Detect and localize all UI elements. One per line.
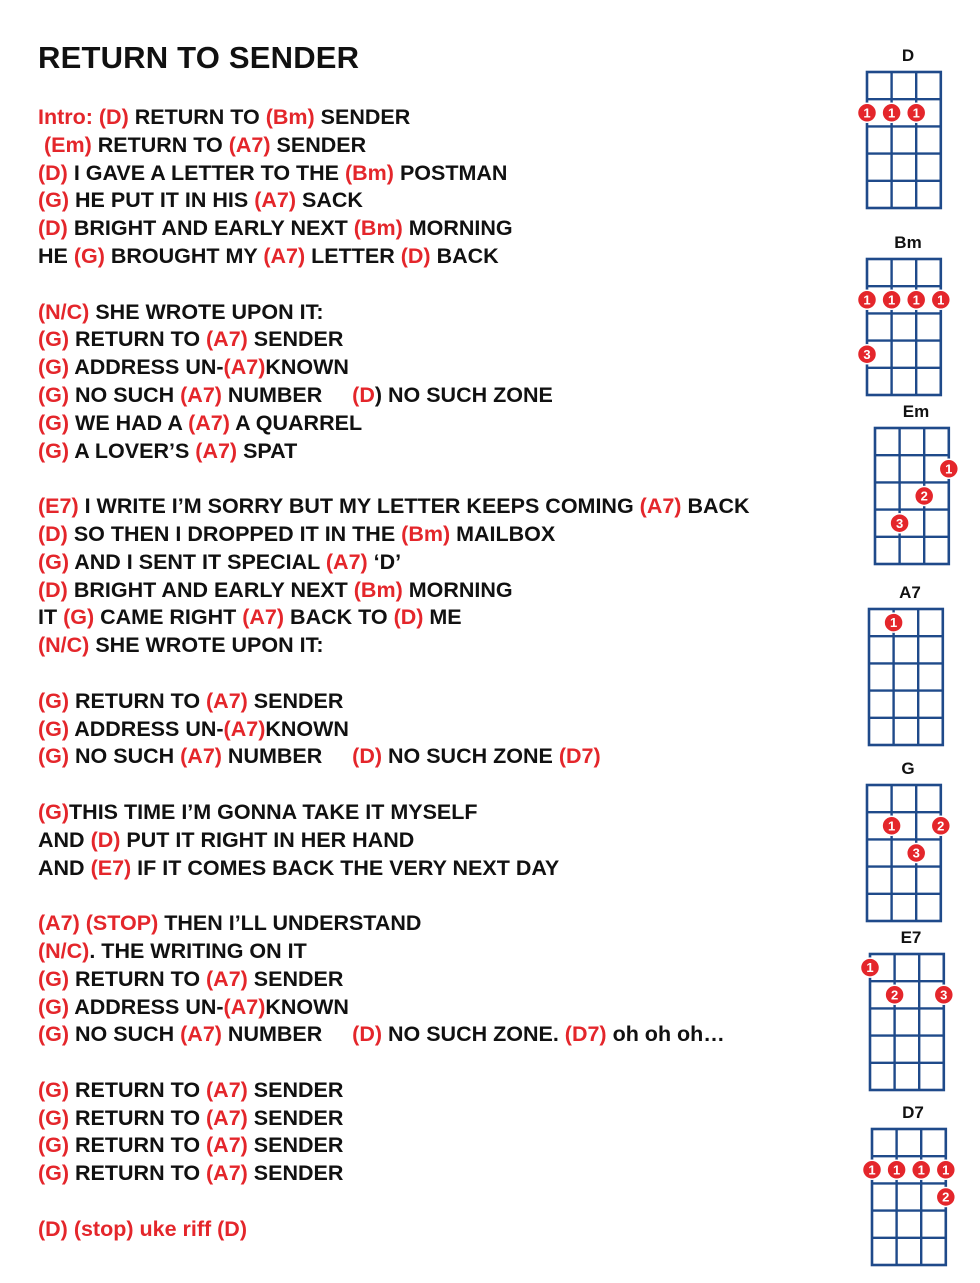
lyric-text: I GAVE A LETTER TO THE: [67, 160, 345, 185]
lyric-text: SHE WROTE UPON IT:: [89, 633, 324, 658]
lyric-text: THEN I’LL UNDERSTAND: [158, 911, 422, 936]
chord-label: (G): [38, 744, 70, 769]
chord-label: (D): [38, 577, 68, 602]
chord-label: (A7): [223, 716, 266, 741]
lyric-text: SENDER: [247, 966, 344, 991]
chord-label: (Bm): [265, 105, 315, 129]
lyric-text: SENDER: [247, 1105, 344, 1130]
lyric-line: [38, 966, 838, 994]
lyric-text: KNOWN: [265, 355, 349, 380]
chord-name: A7: [899, 583, 921, 602]
lyric-line: [38, 1216, 838, 1244]
fretboard-grid: [871, 422, 961, 570]
chord-label: (D): [352, 744, 383, 769]
lyric-line: [38, 187, 838, 215]
chord-label: (A7): [195, 438, 238, 463]
chord-label: (G): [38, 966, 70, 991]
lyric-line: [38, 1132, 838, 1160]
finger-number: 1: [868, 1162, 876, 1178]
chord-label: (A7): [223, 355, 266, 380]
lyric-text: SPAT: [237, 438, 298, 463]
finger-dot: [907, 844, 926, 863]
chord-diagram-d7: [868, 1103, 958, 1271]
lyric-text: SO THEN I DROPPED IT IN THE: [67, 521, 402, 546]
chord-label: (A7): [206, 1161, 248, 1186]
chord-label: (D): [352, 1022, 383, 1047]
chord-label: (A7): [325, 549, 368, 574]
lyric-text: ) NO SUCH ZONE: [374, 382, 553, 407]
chord-name: G: [901, 759, 915, 778]
chord-label: (A7): [180, 382, 222, 407]
finger-number: 2: [937, 818, 945, 834]
blank-line: [38, 1188, 838, 1216]
fretboard-grid: [863, 253, 953, 401]
lyric-line: [38, 160, 838, 188]
finger-dot: [887, 1160, 906, 1179]
lyric-text: oh oh oh…: [606, 1022, 725, 1047]
lyric-text: MORNING: [402, 577, 513, 602]
chord-label: (A7): [223, 994, 266, 1019]
chord-label: (D) (stop) uke riff (D): [38, 1216, 247, 1241]
lyric-line: [38, 577, 838, 605]
finger-dot: [915, 487, 934, 506]
finger-number: 1: [887, 105, 896, 121]
chord-label: (G): [38, 327, 70, 352]
lyric-line: [38, 799, 838, 827]
lyric-line: [38, 716, 838, 744]
lyric-line: [38, 1077, 838, 1105]
lyric-text: SACK: [296, 188, 363, 213]
lyric-text: SHE WROTE UPON IT:: [89, 299, 324, 324]
finger-dot: [861, 958, 880, 977]
lyric-line: [38, 410, 838, 438]
chord-label: (G): [73, 243, 105, 268]
chord-label: (A7): [242, 605, 285, 630]
finger-dot: [907, 290, 926, 309]
chord-label: (D): [400, 243, 431, 268]
lyric-text: MAILBOX: [450, 521, 556, 546]
chord-label: (A7): [228, 132, 271, 157]
chord-diagram-em: [871, 402, 961, 570]
finger-dot: [936, 1188, 955, 1207]
lyric-line: [38, 1021, 838, 1049]
lyric-text: ADDRESS UN-: [69, 355, 224, 380]
lyric-text: HE PUT IT IN HIS: [69, 188, 255, 213]
lyric-text: LETTER: [305, 243, 401, 268]
blank-line: [38, 771, 838, 799]
chord-label: (A7): [180, 744, 222, 769]
finger-dot: [882, 103, 901, 122]
fretboard-grid: [865, 603, 955, 751]
lyric-text: AND I SENT IT SPECIAL: [69, 549, 326, 574]
chord-label: (A7): [263, 243, 306, 268]
chord-label: (Bm): [353, 216, 403, 241]
finger-dot: [936, 1160, 955, 1179]
finger-number: 3: [863, 346, 871, 362]
finger-number: 1: [863, 105, 871, 121]
finger-dot: [884, 613, 903, 632]
lyric-text: NUMBER: [221, 744, 353, 769]
lyric-text: SENDER: [247, 1133, 344, 1158]
lyric-text: AND: [38, 827, 91, 852]
chord-label: (A7): [254, 188, 297, 213]
chord-label: (E7): [38, 494, 79, 519]
finger-number: 1: [942, 1162, 950, 1178]
blank-line: [38, 271, 838, 299]
song-title: RETURN TO SENDER: [38, 40, 360, 75]
chord-label: (A7): [206, 1133, 248, 1158]
lyric-text: SENDER: [247, 1077, 344, 1102]
fretboard-grid: [868, 1123, 958, 1271]
chord-label: (A7): [180, 1022, 222, 1047]
finger-dot: [882, 816, 901, 835]
chord-label: (G): [38, 1133, 70, 1158]
chord-label: (G): [38, 1161, 70, 1186]
lyric-text: RETURN TO: [69, 688, 207, 713]
lyric-line: [38, 438, 838, 466]
lyric-line: [38, 604, 838, 632]
chord-label: (A7): [206, 966, 248, 991]
chord-label: (Em): [43, 132, 92, 157]
lyric-line: [38, 549, 838, 577]
chord-label: (D): [38, 521, 68, 546]
chord-label: (A7): [206, 1105, 248, 1130]
lyric-text: A LOVER’S: [69, 438, 196, 463]
chord-name: E7: [900, 928, 922, 947]
finger-number: 1: [945, 461, 953, 477]
chord-label: (G): [38, 438, 70, 463]
chord-diagram-g: [863, 759, 953, 927]
chord-diagram-e7: [866, 928, 956, 1096]
lyric-text: NUMBER: [221, 382, 353, 407]
lyric-text: BACK: [430, 243, 499, 268]
lyric-line: [38, 104, 838, 132]
lyric-text: ‘D’: [367, 549, 402, 574]
blank-line: [38, 1049, 838, 1077]
lyric-line: [38, 994, 838, 1022]
chord-label: (A7): [206, 688, 248, 713]
finger-number: 1: [887, 818, 896, 834]
finger-dot: [858, 345, 877, 364]
lyric-text: WE HAD A: [69, 410, 189, 435]
lyric-text: ME: [423, 605, 462, 630]
finger-dot: [912, 1160, 931, 1179]
chord-diagram-bm: [863, 233, 953, 401]
lyric-text: IT: [38, 605, 64, 630]
lyric-line: [38, 132, 838, 160]
lyric-text: RETURN TO: [69, 1105, 207, 1130]
finger-number: 3: [895, 515, 904, 531]
chord-label: (D): [90, 827, 121, 852]
chord-label: (A7): [188, 410, 230, 435]
lyric-text: NO SUCH: [69, 382, 181, 407]
finger-dot: [931, 816, 950, 835]
chord-label: (A7) (STOP): [38, 911, 159, 936]
lyric-text: ADDRESS UN-: [69, 994, 224, 1019]
finger-dot: [939, 459, 958, 478]
lyric-text: A QUARREL: [229, 410, 363, 435]
lyric-text: PUT IT RIGHT IN HER HAND: [120, 827, 415, 852]
lyric-text: NO SUCH ZONE: [382, 744, 559, 769]
lyric-line: [38, 382, 838, 410]
fretboard-grid: [866, 948, 956, 1096]
finger-dot: [863, 1160, 882, 1179]
lyric-text: NO SUCH: [69, 744, 181, 769]
chord-name: D7: [902, 1103, 924, 1122]
chord-label: (N/C): [38, 938, 90, 963]
finger-dot: [890, 514, 909, 533]
chord-diagram-d: [863, 46, 953, 214]
finger-number: 1: [912, 105, 920, 121]
lyric-text: RETURN TO: [69, 966, 207, 991]
chord-label: (D7): [564, 1022, 607, 1047]
chord-label: (G): [38, 1077, 70, 1102]
chord-label: (N/C): [38, 299, 90, 324]
lyric-text: I WRITE I’M SORRY BUT MY LETTER KEEPS COMING: [78, 494, 640, 519]
chord-label: (G): [38, 716, 70, 741]
lyric-text: MORNING: [402, 216, 513, 241]
chord-name: Bm: [894, 233, 922, 252]
finger-dot: [907, 103, 926, 122]
lyric-line: [38, 521, 838, 549]
lyric-text: RETURN TO: [69, 1077, 207, 1102]
lyric-text: BACK: [681, 494, 750, 519]
lyric-text: ADDRESS UN-: [69, 716, 224, 741]
chord-label: (D): [38, 160, 68, 185]
lyric-text: NUMBER: [221, 1022, 353, 1047]
lyric-text: BRIGHT AND EARLY NEXT: [67, 216, 354, 241]
finger-number: 3: [912, 845, 920, 861]
chord-label: (D: [352, 382, 375, 407]
lyric-text: RETURN TO: [128, 105, 266, 129]
chord-label: (G): [38, 799, 70, 824]
finger-dot: [858, 103, 877, 122]
chord-label: (G): [38, 355, 70, 380]
lyric-text: RETURN TO: [91, 132, 229, 157]
chord-label: (D): [38, 216, 68, 241]
chord-diagram-a7: [865, 583, 955, 751]
lyric-line: [38, 215, 838, 243]
lyric-text: AND: [38, 855, 91, 880]
lyric-line: [38, 243, 838, 271]
lyric-text: THIS TIME I’M GONNA TAKE IT MYSELF: [69, 799, 478, 824]
lyric-text: RETURN TO: [69, 1161, 207, 1186]
lyric-text: IF IT COMES BACK THE VERY NEXT DAY: [131, 855, 560, 880]
lyric-text: . THE WRITING ON IT: [89, 938, 307, 963]
finger-number: 2: [890, 987, 899, 1003]
lyric-line: [38, 299, 838, 327]
chord-label: (G): [38, 382, 70, 407]
finger-number: 1: [917, 1162, 925, 1178]
lyric-line: [38, 938, 838, 966]
finger-dot: [885, 985, 904, 1004]
finger-number: 1: [912, 292, 920, 308]
lyric-text: BACK TO: [284, 605, 394, 630]
lyric-line: [38, 743, 838, 771]
lyric-text: BRIGHT AND EARLY NEXT: [67, 577, 354, 602]
chord-label: (A7): [639, 494, 682, 519]
lyric-text: NO SUCH: [69, 1022, 181, 1047]
finger-number: 2: [942, 1189, 950, 1205]
chord-label: (Bm): [401, 521, 451, 546]
chord-label: Intro: (D): [38, 105, 129, 129]
chord-label: (G): [38, 549, 70, 574]
lyric-line: [38, 1160, 838, 1188]
chord-label: (N/C): [38, 633, 90, 658]
finger-number: 1: [866, 960, 874, 976]
blank-line: [38, 660, 838, 688]
chord-label: (A7): [206, 327, 248, 352]
lyric-text: HE: [38, 243, 74, 268]
finger-number: 1: [892, 1162, 901, 1178]
lyric-line: [38, 354, 838, 382]
finger-dot: [882, 290, 901, 309]
fretboard-grid: [863, 66, 953, 214]
lyric-line: [38, 855, 838, 883]
chord-name: D: [901, 46, 915, 65]
blank-line: [38, 465, 838, 493]
lyric-line: [38, 827, 838, 855]
lyric-text: SENDER: [247, 1161, 344, 1186]
lyric-line: [38, 1105, 838, 1133]
chord-label: (G): [38, 994, 70, 1019]
lyric-line: [38, 910, 838, 938]
chord-label: (Bm): [353, 577, 403, 602]
blank-line: [38, 882, 838, 910]
chord-label: (G): [38, 1105, 70, 1130]
lyric-text: POSTMAN: [393, 160, 508, 185]
lyric-text: NO SUCH ZONE.: [382, 1022, 565, 1047]
finger-dot: [934, 985, 953, 1004]
finger-number: 2: [920, 488, 928, 504]
fretboard-grid: [863, 779, 953, 927]
finger-number: 1: [937, 292, 945, 308]
finger-number: 1: [887, 292, 896, 308]
chord-label: (D): [393, 605, 424, 630]
chord-label: (G): [38, 188, 70, 213]
lyrics-sheet: [38, 104, 838, 1244]
chord-label: (G): [38, 1022, 70, 1047]
chord-name: Em: [902, 402, 930, 421]
finger-dot: [931, 290, 950, 309]
lyric-text: RETURN TO: [69, 327, 207, 352]
finger-dot: [858, 290, 877, 309]
chord-label: (G): [38, 688, 70, 713]
lyric-text: SENDER: [270, 132, 367, 157]
chord-label: (D7): [558, 744, 601, 769]
lyric-text: KNOWN: [265, 716, 349, 741]
finger-number: 3: [940, 987, 948, 1003]
finger-number: 1: [889, 615, 898, 631]
chord-label: (G): [63, 605, 95, 630]
chord-label: (A7): [206, 1077, 248, 1102]
chord-label: (E7): [90, 855, 132, 880]
chord-label: (G): [38, 410, 70, 435]
lyric-text: KNOWN: [265, 994, 349, 1019]
lyric-line: [38, 493, 838, 521]
lyric-text: CAME RIGHT: [94, 605, 243, 630]
lyric-text: SENDER: [247, 688, 344, 713]
chord-label: (Bm): [345, 160, 394, 185]
lyric-line: [38, 326, 838, 354]
lyric-text: RETURN TO: [69, 1133, 207, 1158]
lyric-text: BROUGHT MY: [104, 243, 264, 268]
lyric-text: SENDER: [314, 105, 411, 129]
lyric-line: [38, 688, 838, 716]
lyric-text: SENDER: [247, 327, 344, 352]
finger-number: 1: [863, 292, 871, 308]
lyric-line: [38, 632, 838, 660]
